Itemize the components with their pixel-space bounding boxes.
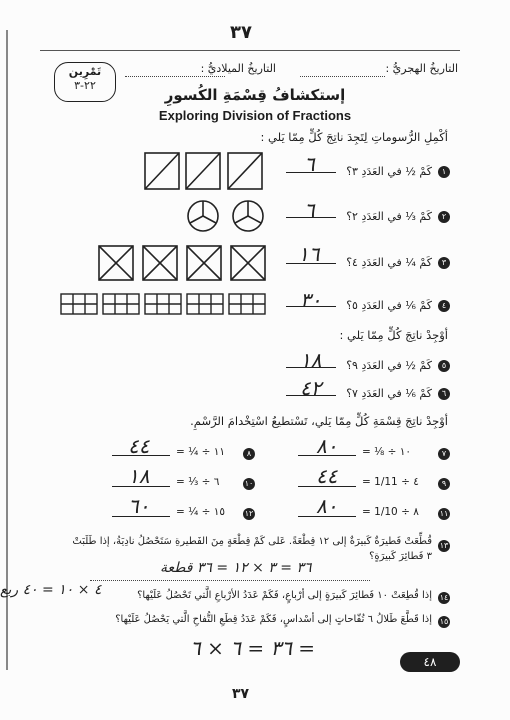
word-answer-13: ٣٦ = ٣ × ١٢ = ٣٦ قطعة bbox=[160, 560, 312, 576]
gregorian-date-line bbox=[125, 76, 225, 77]
page-number-bottom: ٣٧ bbox=[232, 686, 250, 702]
answer-5: ١٨ bbox=[300, 348, 322, 372]
item-number-14: ١٤ bbox=[439, 593, 449, 602]
item-number-8: ٨ bbox=[243, 448, 255, 460]
answer-6: ٤٢ bbox=[300, 376, 322, 400]
question-3: كَمْ ¼ في العَدَدِ ٤؟ bbox=[346, 256, 432, 269]
item-number-4: ٤ bbox=[438, 300, 450, 312]
answer-1: ٦ bbox=[304, 152, 315, 176]
binding-edge bbox=[6, 30, 8, 670]
item-number-9: ٩ bbox=[438, 478, 450, 490]
word-problem-13: قُطِّعَتْ فَطيرَةٌ كَبيرَةٌ إلى ١٢ قِطْعَةً. عَلى كَمْ قِطْعَةٍ مِنَ الفَطيرةِ سَتَحْصُلُ نادِيَةُ، إذا طَلَبَتْ ٣ فَطائِرَ كَبيرَةٍ؟ bbox=[72, 536, 432, 562]
exercise-label: تَمْرِين bbox=[68, 65, 102, 78]
division-answer-8: ٤٤ bbox=[128, 434, 150, 458]
word-answer-14: ٤ × ١٠ = ٤٠ ربع bbox=[0, 582, 102, 598]
question-6: كَمْ ⅙ في العَدَدِ ٧؟ bbox=[346, 387, 432, 400]
exercise-code: ٢٢-٣ bbox=[74, 79, 96, 92]
item-number-5: ٥ bbox=[438, 360, 450, 372]
page-number-top: ٣٧ bbox=[230, 22, 252, 43]
top-divider bbox=[40, 50, 460, 51]
word-problem-15: إذا قَطَّعَ طَلالُ ٦ تُفّاحاتٍ إلى أسْداسٍ، فَكَمْ عَدَدُ قِطَعِ التُّفاحِ الَّتي يَحْصُلُ عَلَيْها؟ bbox=[115, 614, 432, 625]
answer-3: ١٦ bbox=[298, 242, 320, 266]
item-number-12: ١٢ bbox=[244, 509, 254, 518]
division-answer-7: ٨٠ bbox=[316, 434, 338, 458]
instruction-find-result: أوْجِدْ ناتِجَ كُلٍّ مِمّا يَلي : bbox=[339, 328, 448, 342]
word-answer-line-13 bbox=[90, 580, 370, 581]
item-number-6: ٦ bbox=[438, 388, 450, 400]
item-number-3: ٣ bbox=[438, 257, 450, 269]
division-expr-8: ١١ ÷ ¼ = bbox=[176, 446, 226, 458]
word-problem-14: إذا قُطِعَتْ ١٠ فَطائِرَ كَبيرَةٍ إلى أرْباعٍ، فَكَمْ عَدَدُ الأرْباعِ الَّتي تَحْصُلُ عَلَيْها؟ bbox=[137, 590, 432, 601]
division-answer-9: ٤٤ bbox=[316, 464, 338, 488]
title-english: Exploring Division of Fractions bbox=[158, 108, 352, 123]
item-number-1: ١ bbox=[438, 166, 450, 178]
division-answer-10: ١٨ bbox=[128, 464, 150, 488]
drawing-squares-halves bbox=[144, 150, 264, 194]
question-4: كَمْ ⅙ في العَدَدِ ٥؟ bbox=[346, 299, 432, 312]
division-expr-9: ٤ ÷ 1/11 = bbox=[362, 476, 419, 488]
drawing-circles-thirds bbox=[186, 198, 268, 234]
instruction-find-division: أوْجِدْ ناتِجَ قِسْمَةِ كُلٍّ مِمّا يَلي، تَسْتطيعُ اسْتِخْدامَ الرَّسْمِ. bbox=[190, 414, 448, 428]
item-number-10: ١٠ bbox=[244, 479, 254, 488]
item-number-11: ١١ bbox=[439, 509, 449, 518]
gregorian-date-label: التاريخُ الميلاديُّ : bbox=[200, 62, 276, 75]
item-number-15: ١٥ bbox=[439, 617, 449, 626]
hijri-date-label: التاريخُ الهجريُّ : bbox=[385, 62, 458, 75]
footer-page-badge: ٤٨ bbox=[400, 652, 460, 672]
instruction-complete-drawings: أكْمِلِ الرُّسوماتِ لِتَجِدَ ناتِجَ كُلٍّ مِمّا يَلي : bbox=[260, 130, 448, 144]
question-1: كَمْ ½ في العَدَدِ ٣؟ bbox=[346, 165, 432, 178]
division-expr-10: ٦ ÷ ⅓ = bbox=[176, 476, 220, 488]
drawing-squares-quarters bbox=[98, 244, 268, 282]
division-expr-7: ١٠ ÷ ⅛ = bbox=[362, 446, 412, 458]
item-number-13: ١٣ bbox=[439, 541, 449, 550]
answer-4: ٣٠ bbox=[300, 288, 322, 312]
division-expr-12: ١٥ ÷ ¼ = bbox=[176, 506, 226, 518]
word-answer-15: ٣٦ = ٦ × ٦ = bbox=[190, 636, 316, 660]
drawing-rects-sixths bbox=[60, 292, 270, 316]
item-number-2: ٢ bbox=[438, 211, 450, 223]
division-expr-11: ٨ ÷ 1/10 = bbox=[362, 506, 419, 518]
answer-2: ٦ bbox=[304, 198, 315, 222]
question-2: كَمْ ⅓ في العَدَدِ ٢؟ bbox=[346, 210, 432, 223]
division-answer-12: ٦٠ bbox=[128, 494, 150, 518]
question-5: كَمْ ½ في العَدَدِ ٩؟ bbox=[346, 359, 432, 372]
item-number-7: ٧ bbox=[438, 448, 450, 460]
hijri-date-line bbox=[300, 76, 385, 77]
division-answer-11: ٨٠ bbox=[316, 494, 338, 518]
title-arabic: إستكشافُ قِسْمَةِ الكُسورِ bbox=[164, 86, 346, 104]
